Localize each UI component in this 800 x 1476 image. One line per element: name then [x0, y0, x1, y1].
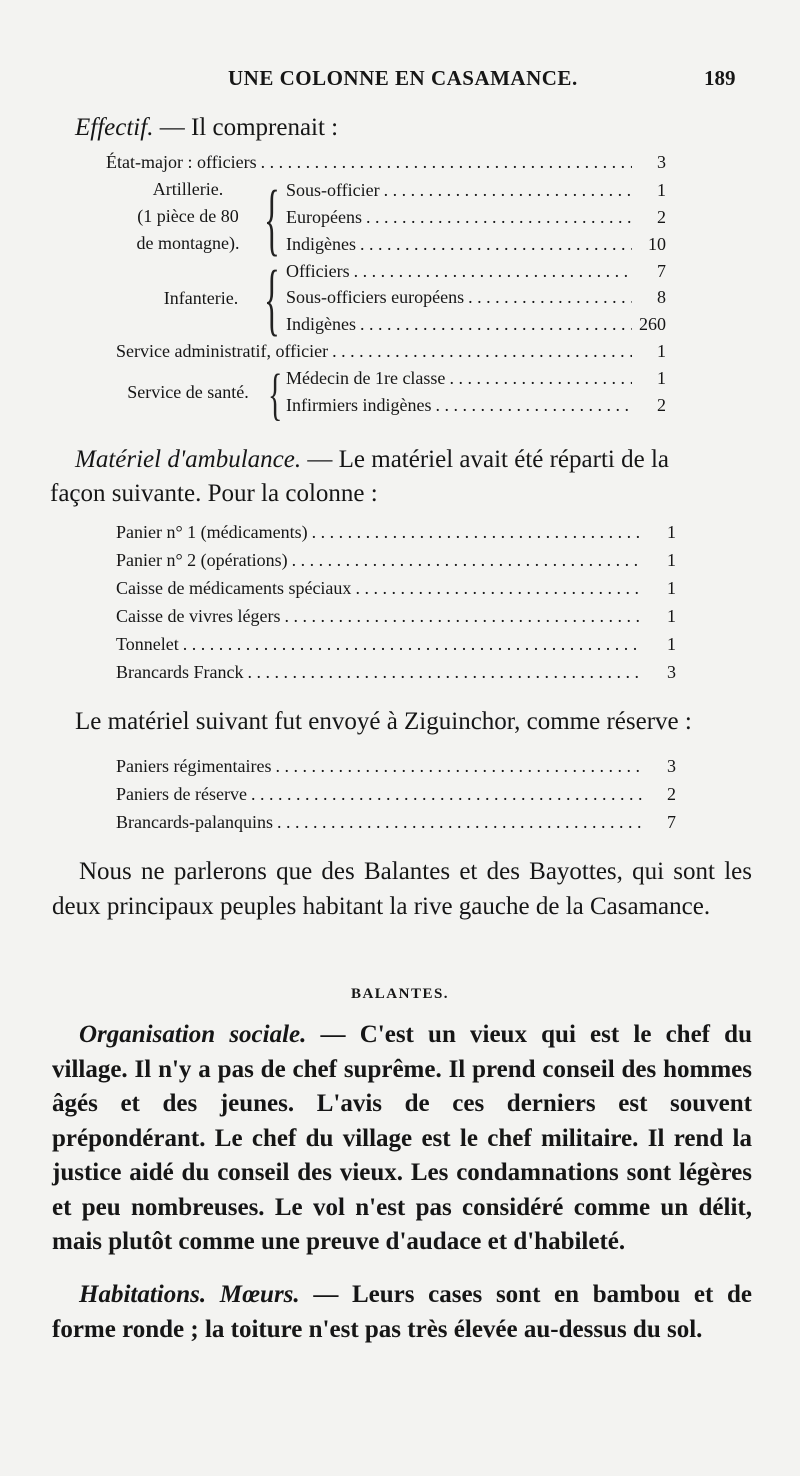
infanterie-brace: {	[264, 253, 280, 344]
organisation-heading: Organisation sociale.	[79, 1021, 307, 1048]
page-header	[0, 66, 800, 96]
service-sante-row: Médecin de 1re classe . . . 1	[286, 368, 666, 389]
reserve-intro: Le matériel suivant fut envoyé à Ziguinchor, comme réserve :	[75, 708, 692, 735]
infanterie-row: Officiers . . . 7	[286, 261, 666, 282]
etat-major-row	[106, 152, 666, 173]
infanterie-row: Sous-officiers européens . . . 8	[286, 287, 666, 308]
peuples-paragraph: Nous ne parlerons que des Balantes et des Bayottes, qui sont les deux principaux peuples habitant la rive gauche de la Casamance.	[52, 858, 752, 920]
reserve-item-row: Paniers de réserve . . . 2	[116, 784, 676, 805]
organisation-text: — C'est un vieux qui est le chef du village. Il n'y a pas de chef suprême. Il prend conseil des hommes âgés et des jeunes. L'avis de ces derniers est souvent prépondérant. Le chef du village est le chef militaire. Il rend la justice aidé du conseil des vieux. Les condamnations sont légères et peu nombreuses. Le vol n'est pas considéré comme un délit, mais plutôt comme une preuve d'audace et d'habileté.	[52, 1021, 752, 1255]
row-label: État-major : officiers	[106, 152, 257, 172]
materiel-item-row: Panier n° 1 (médicaments) . . . 1	[116, 522, 676, 543]
dot-leader	[261, 152, 632, 173]
infanterie-row: Indigènes . . . 260	[286, 314, 666, 335]
effectif-heading	[75, 114, 338, 142]
service-sante-row: Infirmiers indigènes . . . 2	[286, 395, 666, 416]
materiel-item-row: Panier n° 2 (opérations) . . . 1	[116, 550, 676, 571]
materiel-item-row: Caisse de vivres légers . . . 1	[116, 606, 676, 627]
artillerie-row: Indigènes . . . 10	[286, 234, 666, 255]
service-sante-brace: {	[268, 363, 283, 426]
habitations-heading: Habitations. Mœurs.	[79, 1281, 300, 1308]
materiel-heading	[75, 446, 669, 474]
artillerie-group-label: Artillerie. (1 pièce de 80 de montagne).	[136, 179, 240, 253]
materiel-item-row: Tonnelet . . . 1	[116, 634, 676, 655]
habitations-paragraph	[52, 1278, 752, 1347]
materiel-item-row: Caisse de médicaments spéciaux . . . 1	[116, 578, 676, 599]
habitations-text: — Leurs cases sont en bambou et de forme ronde ; la toiture n'est pas très élevée au-dessus du sol.	[52, 1281, 752, 1343]
page-number: 189	[704, 66, 736, 90]
effectif-title: Effectif.	[75, 114, 154, 141]
materiel-title: Matériel d'ambulance.	[75, 446, 302, 473]
effectif-intro: — Il comprenait :	[153, 114, 339, 141]
materiel-intro-line1: — Le matériel avait été réparti de la	[301, 446, 669, 473]
materiel-intro-line2: façon suivante. Pour la colonne :	[50, 480, 378, 507]
service-sante-group-label: Service de santé.	[127, 382, 249, 402]
materiel-item-row: Brancards Franck . . . 3	[116, 662, 676, 683]
artillerie-row: Sous-officier . . . 1	[286, 180, 666, 201]
artillerie-row: Européens . . . 2	[286, 207, 666, 228]
infanterie-group-label: Infanterie.	[163, 288, 239, 308]
organisation-paragraph	[52, 1018, 752, 1260]
section-title: BALANTES.	[350, 986, 450, 1002]
artillerie-brace: {	[264, 173, 280, 264]
running-title: UNE COLONNE EN CASAMANCE.	[228, 66, 578, 90]
reserve-item-row: Paniers régimentaires . . . 3	[116, 756, 676, 777]
reserve-item-row: Brancards-palanquins . . . 7	[116, 812, 676, 833]
row-value: 3	[657, 152, 666, 172]
service-administratif-row: Service administratif, officier . . . 1	[116, 341, 666, 362]
